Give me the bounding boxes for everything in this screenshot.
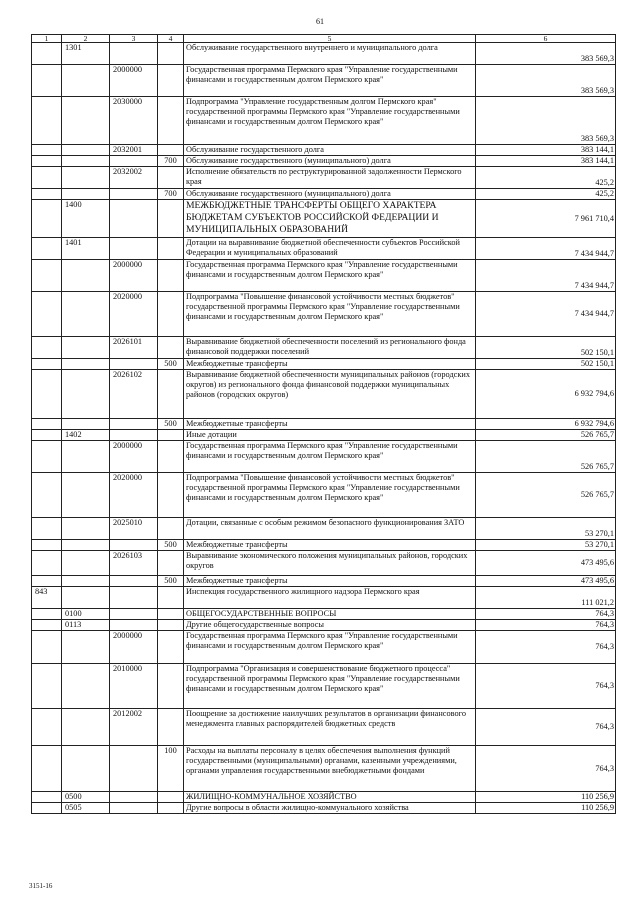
table-row (32, 709, 616, 746)
table-row (32, 43, 616, 65)
section-code-cell: 0500 (62, 792, 110, 803)
target-code-cell (110, 540, 158, 551)
agency-code-cell (32, 664, 62, 709)
amount-cell: 473 495,6 (476, 576, 616, 587)
agency-code-cell (32, 145, 62, 156)
table-row (32, 664, 616, 709)
amount-cell: 764,3 (476, 609, 616, 620)
expense-type-cell (158, 664, 184, 709)
amount-cell: 425,2 (476, 189, 616, 200)
table-row (32, 292, 616, 337)
item-name-cell: Обслуживание государственного долга (184, 145, 476, 156)
table-row (32, 540, 616, 551)
amount-cell: 502 150,1 (476, 359, 616, 370)
expense-type-cell (158, 551, 184, 576)
page-number: 61 (316, 17, 324, 26)
amount-cell: 764,3 (476, 746, 616, 792)
item-name-cell: Подпрограмма "Повышение финансовой устойчивости местных бюджетов" государственной программы Пермского края "Управление государственными финансами и государственным долгом Пермского края" (184, 292, 476, 337)
section-code-cell (62, 419, 110, 430)
target-code-cell (110, 200, 158, 238)
item-name-cell: Другие вопросы в области жилищно-коммунального хозяйства (184, 803, 476, 814)
agency-code-cell (32, 430, 62, 441)
section-code-cell (62, 664, 110, 709)
agency-code-cell (32, 156, 62, 167)
amount-cell: 110 256,9 (476, 792, 616, 803)
target-code-cell (110, 587, 158, 609)
agency-code-cell (32, 441, 62, 473)
item-name-cell: Межбюджетные трансферты (184, 576, 476, 587)
amount-cell: 526 765,7 (476, 441, 616, 473)
target-code-cell (110, 419, 158, 430)
expense-type-cell (158, 65, 184, 97)
table-row (32, 792, 616, 803)
item-name-cell: Государственная программа Пермского края "Управление государственными финансами и государственным долгом Пермского края" (184, 65, 476, 97)
section-code-cell (62, 551, 110, 576)
table-row (32, 430, 616, 441)
target-code-cell (110, 803, 158, 814)
amount-cell: 425,2 (476, 167, 616, 189)
table-body (32, 43, 616, 814)
agency-code-cell (32, 518, 62, 540)
agency-code-cell (32, 631, 62, 664)
target-code-cell: 2000000 (110, 260, 158, 292)
expense-type-cell (158, 441, 184, 473)
agency-code-cell (32, 792, 62, 803)
item-name-cell: Выравнивание экономического положения муниципальных районов, городских округов (184, 551, 476, 576)
amount-cell: 383 569,3 (476, 65, 616, 97)
table-row (32, 337, 616, 359)
target-code-cell: 2020000 (110, 292, 158, 337)
expense-type-cell (158, 238, 184, 260)
section-code-cell (62, 518, 110, 540)
item-name-cell: Исполнение обязательств по реструктурированной задолженности Пермского края (184, 167, 476, 189)
item-name-cell: Обслуживание государственного внутреннего и муниципального долга (184, 43, 476, 65)
expense-type-cell: 700 (158, 156, 184, 167)
expense-type-cell (158, 145, 184, 156)
expense-type-cell (158, 587, 184, 609)
table-row (32, 631, 616, 664)
section-code-cell (62, 746, 110, 792)
table-row (32, 189, 616, 200)
target-code-cell: 2032002 (110, 167, 158, 189)
item-name-cell: Межбюджетные трансферты (184, 419, 476, 430)
table-row (32, 65, 616, 97)
section-code-cell: 1301 (62, 43, 110, 65)
expense-type-cell (158, 167, 184, 189)
section-code-cell (62, 473, 110, 518)
table-row (32, 609, 616, 620)
item-name-cell: Поощрение за достижение наилучших результатов в организации финансового менеджмента главных распорядителей бюджетных средств (184, 709, 476, 746)
amount-cell: 7 434 944,7 (476, 292, 616, 337)
amount-cell: 383 144,1 (476, 145, 616, 156)
item-name-cell: Обслуживание государственного (муниципального) долга (184, 156, 476, 167)
section-code-cell (62, 709, 110, 746)
amount-cell: 383 144,1 (476, 156, 616, 167)
agency-code-cell (32, 551, 62, 576)
agency-code-cell (32, 620, 62, 631)
target-code-cell: 2026101 (110, 337, 158, 359)
amount-cell: 526 765,7 (476, 473, 616, 518)
section-code-cell (62, 631, 110, 664)
amount-cell: 764,3 (476, 709, 616, 746)
column-header: 1 (32, 35, 62, 43)
section-code-cell (62, 156, 110, 167)
expense-type-cell (158, 631, 184, 664)
target-code-cell: 2012002 (110, 709, 158, 746)
agency-code-cell (32, 803, 62, 814)
amount-cell: 383 569,3 (476, 43, 616, 65)
item-name-cell: Инспекция государственного жилищного надзора Пермского края (184, 587, 476, 609)
expense-type-cell (158, 260, 184, 292)
amount-cell: 6 932 794,6 (476, 370, 616, 419)
expense-type-cell: 500 (158, 540, 184, 551)
expense-type-cell (158, 337, 184, 359)
item-name-cell: Межбюджетные трансферты (184, 540, 476, 551)
table-row (32, 370, 616, 419)
amount-cell: 7 434 944,7 (476, 260, 616, 292)
target-code-cell (110, 359, 158, 370)
target-code-cell: 2000000 (110, 631, 158, 664)
table-row (32, 419, 616, 430)
expense-type-cell: 100 (158, 746, 184, 792)
section-code-cell (62, 587, 110, 609)
amount-cell: 53 270,1 (476, 518, 616, 540)
table-row (32, 587, 616, 609)
item-name-cell: Межбюджетные трансферты (184, 359, 476, 370)
section-code-cell: 0505 (62, 803, 110, 814)
document-code: 3151-16 (29, 882, 53, 890)
item-name-cell: ЖИЛИЩНО-КОММУНАЛЬНОЕ ХОЗЯЙСТВО (184, 792, 476, 803)
section-code-cell (62, 441, 110, 473)
agency-code-cell (32, 97, 62, 145)
item-name-cell: Другие общегосударственные вопросы (184, 620, 476, 631)
agency-code-cell (32, 609, 62, 620)
target-code-cell (110, 430, 158, 441)
table-row (32, 551, 616, 576)
item-name-cell: Подпрограмма "Повышение финансовой устойчивости местных бюджетов" государственной программы Пермского края "Управление государственными финансами и государственным долгом Пермского края" (184, 473, 476, 518)
section-code-cell: 1400 (62, 200, 110, 238)
expense-type-cell (158, 370, 184, 419)
agency-code-cell (32, 576, 62, 587)
table-row (32, 238, 616, 260)
agency-code-cell (32, 337, 62, 359)
item-name-cell: МЕЖБЮДЖЕТНЫЕ ТРАНСФЕРТЫ ОБЩЕГО ХАРАКТЕРА БЮДЖЕТАМ СУБЪЕКТОВ РОССИЙСКОЙ ФЕДЕРАЦИИ И МУНИЦИПАЛЬНЫХ ОБРАЗОВАНИЙ (184, 200, 476, 238)
table-row (32, 145, 616, 156)
amount-cell: 764,3 (476, 664, 616, 709)
item-name-cell: Дотации на выравнивание бюджетной обеспеченности субъектов Российской Федерации и муниципальных образований (184, 238, 476, 260)
expense-type-cell (158, 518, 184, 540)
table-row (32, 576, 616, 587)
target-code-cell (110, 620, 158, 631)
section-code-cell (62, 576, 110, 587)
target-code-cell (110, 792, 158, 803)
section-code-cell: 0113 (62, 620, 110, 631)
amount-cell: 6 932 794,6 (476, 419, 616, 430)
section-code-cell (62, 370, 110, 419)
section-code-cell (62, 145, 110, 156)
expense-type-cell: 500 (158, 576, 184, 587)
column-header: 6 (476, 35, 616, 43)
table-row (32, 156, 616, 167)
agency-code-cell (32, 746, 62, 792)
column-number-row (32, 35, 616, 43)
table-row (32, 803, 616, 814)
section-code-cell (62, 540, 110, 551)
amount-cell: 473 495,6 (476, 551, 616, 576)
item-name-cell: Государственная программа Пермского края "Управление государственными финансами и государственным долгом Пермского края" (184, 441, 476, 473)
table-row (32, 746, 616, 792)
target-code-cell: 2025010 (110, 518, 158, 540)
agency-code-cell (32, 238, 62, 260)
table-row (32, 167, 616, 189)
item-name-cell: Подпрограмма "Управление государственным долгом Пермского края" государственной программы Пермского края "Управление государственными финансами и государственным долгом Пермского края" (184, 97, 476, 145)
amount-cell: 383 569,3 (476, 97, 616, 145)
table-row (32, 518, 616, 540)
target-code-cell: 2026103 (110, 551, 158, 576)
section-code-cell (62, 359, 110, 370)
agency-code-cell (32, 200, 62, 238)
item-name-cell: Государственная программа Пермского края "Управление государственными финансами и государственным долгом Пермского края" (184, 260, 476, 292)
section-code-cell (62, 337, 110, 359)
section-code-cell: 1402 (62, 430, 110, 441)
expense-type-cell (158, 292, 184, 337)
item-name-cell: Подпрограмма "Организация и совершенствование бюджетного процесса" государственной программы Пермского края "Управление государственными финансами и государственным долгом Пермского края" (184, 664, 476, 709)
column-header: 2 (62, 35, 110, 43)
expense-type-cell (158, 43, 184, 65)
expense-type-cell (158, 620, 184, 631)
amount-cell: 764,3 (476, 620, 616, 631)
target-code-cell (110, 576, 158, 587)
expense-type-cell (158, 792, 184, 803)
target-code-cell (110, 238, 158, 260)
amount-cell: 526 765,7 (476, 430, 616, 441)
item-name-cell: Выравнивание бюджетной обеспеченности муниципальных районов (городских округов) из регионального фонда финансовой поддержки муниципальных районов (городских округов) (184, 370, 476, 419)
section-code-cell (62, 292, 110, 337)
amount-cell: 7 961 710,4 (476, 200, 616, 238)
item-name-cell: Выравнивание бюджетной обеспеченности поселений из регионального фонда финансовой поддержки поселений (184, 337, 476, 359)
expense-type-cell: 700 (158, 189, 184, 200)
expense-type-cell: 500 (158, 419, 184, 430)
target-code-cell: 2032001 (110, 145, 158, 156)
table-row (32, 200, 616, 238)
agency-code-cell (32, 43, 62, 65)
expense-type-cell (158, 97, 184, 145)
expense-type-cell (158, 430, 184, 441)
agency-code-cell (32, 370, 62, 419)
section-code-cell (62, 97, 110, 145)
agency-code-cell (32, 540, 62, 551)
table-row (32, 620, 616, 631)
target-code-cell (110, 43, 158, 65)
agency-code-cell (32, 709, 62, 746)
expense-type-cell (158, 200, 184, 238)
budget-table (31, 34, 616, 814)
target-code-cell: 2010000 (110, 664, 158, 709)
section-code-cell (62, 167, 110, 189)
section-code-cell (62, 260, 110, 292)
table-row (32, 441, 616, 473)
amount-cell: 764,3 (476, 631, 616, 664)
agency-code-cell (32, 473, 62, 518)
section-code-cell: 1401 (62, 238, 110, 260)
item-name-cell: Государственная программа Пермского края "Управление государственными финансами и государственным долгом Пермского края" (184, 631, 476, 664)
target-code-cell: 2026102 (110, 370, 158, 419)
expense-type-cell (158, 709, 184, 746)
agency-code-cell (32, 359, 62, 370)
amount-cell: 110 256,9 (476, 803, 616, 814)
section-code-cell (62, 189, 110, 200)
table-row (32, 359, 616, 370)
item-name-cell: Обслуживание государственного (муниципального) долга (184, 189, 476, 200)
target-code-cell (110, 156, 158, 167)
expense-type-cell (158, 609, 184, 620)
expense-type-cell (158, 803, 184, 814)
amount-cell: 7 434 944,7 (476, 238, 616, 260)
target-code-cell: 2000000 (110, 65, 158, 97)
agency-code-cell (32, 65, 62, 97)
amount-cell: 53 270,1 (476, 540, 616, 551)
agency-code-cell: 843 (32, 587, 62, 609)
column-header: 4 (158, 35, 184, 43)
column-header: 5 (184, 35, 476, 43)
item-name-cell: Иные дотации (184, 430, 476, 441)
agency-code-cell (32, 419, 62, 430)
target-code-cell: 2020000 (110, 473, 158, 518)
item-name-cell: ОБЩЕГОСУДАРСТВЕННЫЕ ВОПРОСЫ (184, 609, 476, 620)
target-code-cell: 2030000 (110, 97, 158, 145)
table-row (32, 260, 616, 292)
target-code-cell: 2000000 (110, 441, 158, 473)
target-code-cell (110, 189, 158, 200)
item-name-cell: Расходы на выплаты персоналу в целях обеспечения выполнения функций государственными (муниципальными) органами, казенными учреждениями, органами управления государственными внебюджетными фондами (184, 746, 476, 792)
agency-code-cell (32, 167, 62, 189)
amount-cell: 502 150,1 (476, 337, 616, 359)
table-row (32, 97, 616, 145)
section-code-cell (62, 65, 110, 97)
target-code-cell (110, 609, 158, 620)
expense-type-cell (158, 473, 184, 518)
amount-cell: 111 021,2 (476, 587, 616, 609)
expense-type-cell: 500 (158, 359, 184, 370)
item-name-cell: Дотации, связанные с особым режимом безопасного функционирования ЗАТО (184, 518, 476, 540)
agency-code-cell (32, 260, 62, 292)
agency-code-cell (32, 292, 62, 337)
table-row (32, 473, 616, 518)
column-header: 3 (110, 35, 158, 43)
target-code-cell (110, 746, 158, 792)
agency-code-cell (32, 189, 62, 200)
section-code-cell: 0100 (62, 609, 110, 620)
